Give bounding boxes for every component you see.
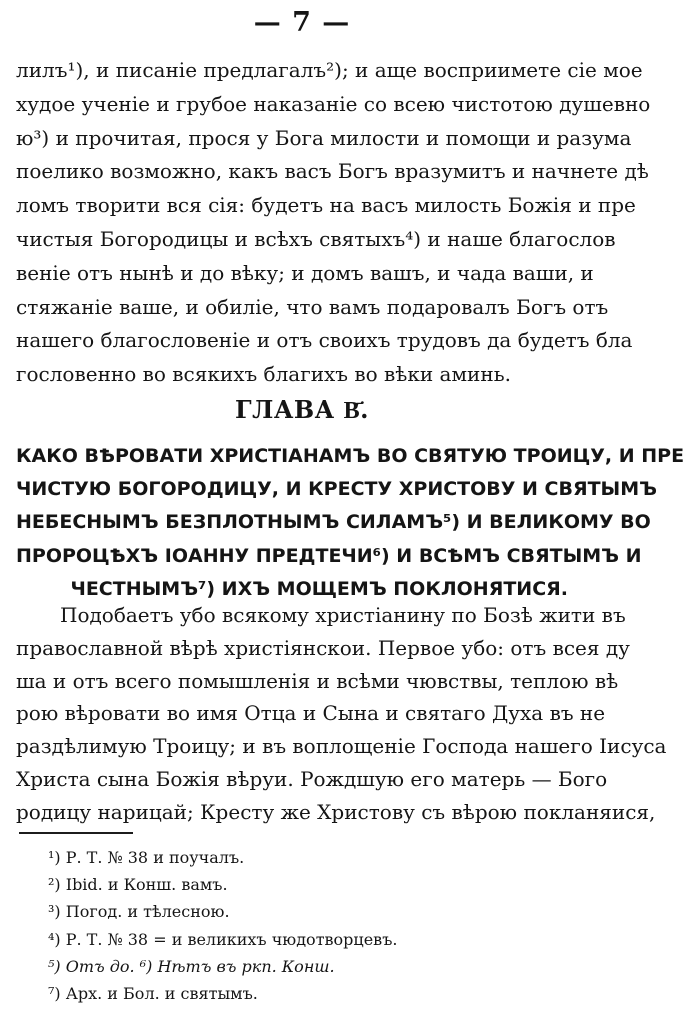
paragraph-2	[16, 599, 667, 829]
chapter-heading	[16, 440, 684, 606]
text-line: худое ученіе и грубое наказаніе со всею чистотою душевно	[16, 91, 651, 116]
footnotes	[48, 844, 578, 1007]
text-line: Христа сына Божія вѣруи. Рождшую его матерь — Бого	[16, 766, 608, 791]
footnote: ⁵) Отъ до. ⁶) Нѣтъ въ ркп. Конш.	[48, 956, 335, 976]
chapter-title: ГЛАВА В҃.	[235, 395, 369, 424]
text-line: веніе отъ нынѣ и до вѣку; и домъ вашъ, и чада ваши, и	[16, 260, 594, 285]
heading-line: НЕБЕСНЫМЪ БЕЗПЛОТНЫМЪ СИЛАМЪ⁵) И ВЕЛИКОМУ ВО	[16, 511, 651, 534]
page-number: — 7 —	[253, 7, 351, 38]
footnote: ⁴) Р. Т. № 38 = и великихъ чюдотворцевъ.	[48, 929, 398, 949]
text-line: лилъ¹), и писаніе предлагалъ²); и аще восприимете сіе мое	[16, 58, 643, 82]
text-line: ша и отъ всего помышленія и всѣми чювствы, теплою вѣ	[16, 668, 619, 693]
text-line: стяжаніе ваше, и обиліе, что вамъ подаровалъ Богъ отъ	[16, 294, 609, 319]
paragraph-1	[16, 54, 651, 392]
text-line: православной вѣрѣ христіянскои. Первое убо: отъ всея ду	[16, 635, 630, 660]
text-line: нашего благословеніе и отъ своихъ трудовъ да будетъ бла	[16, 328, 633, 353]
text-line: поелико возможно, какъ васъ Богъ вразумитъ и начнете дѣ	[16, 159, 649, 184]
heading-line: ЧЕСТНЫМЪ⁷) ИХЪ МОЩЕМЪ ПОКЛОНЯТИСЯ.	[70, 577, 568, 600]
footnote: ¹) Р. Т. № 38 и поучалъ.	[48, 848, 245, 867]
heading-line: ПРОРОЦѢХЪ ІОАННУ ПРЕДТЕЧИ⁶) И ВСѢМЪ СВЯТЫМЪ И	[16, 544, 642, 567]
text-line: чистыя Богородицы и всѣхъ святыхъ⁴) и наше благослов	[16, 226, 616, 251]
text-line: родицу нарицай; Кресту же Христову съ вѣрою покланяися,	[16, 799, 656, 824]
text-line: рою вѣровати во имя Отца и Сына и святаго Духа въ не	[16, 701, 606, 726]
footnote: ⁷) Арх. и Бол. и святымъ.	[48, 983, 258, 1003]
text-line: ломъ творити вся сія: будетъ на васъ милость Божія и пре	[16, 193, 636, 218]
heading-line: КАКО ВѢРОВАТИ ХРИСТІАНАМЪ ВО СВЯТУЮ ТРОИЦУ, И ПРЕ	[16, 445, 684, 467]
text-line: гословенно во всякихъ благихъ во вѣки аминь.	[16, 362, 511, 387]
text-line: раздѣлимую Троицу; и въ воплощеніе Господа нашего Іисуса	[16, 734, 667, 759]
heading-line: ЧИСТУЮ БОГОРОДИЦУ, И КРЕСТУ ХРИСТОВУ И СВЯТЫМЪ	[16, 478, 657, 501]
text-line: ю³) и прочитая, прося у Бога милости и помощи и разума	[16, 125, 632, 150]
text-line: Подобаетъ убо всякому христіанину по Бозѣ жити въ	[60, 603, 626, 627]
footnote-divider	[19, 832, 133, 834]
footnote: ²) Ibid. и Конш. вамъ.	[48, 875, 228, 895]
footnote: ³) Погод. и тѣлесною.	[48, 902, 230, 922]
